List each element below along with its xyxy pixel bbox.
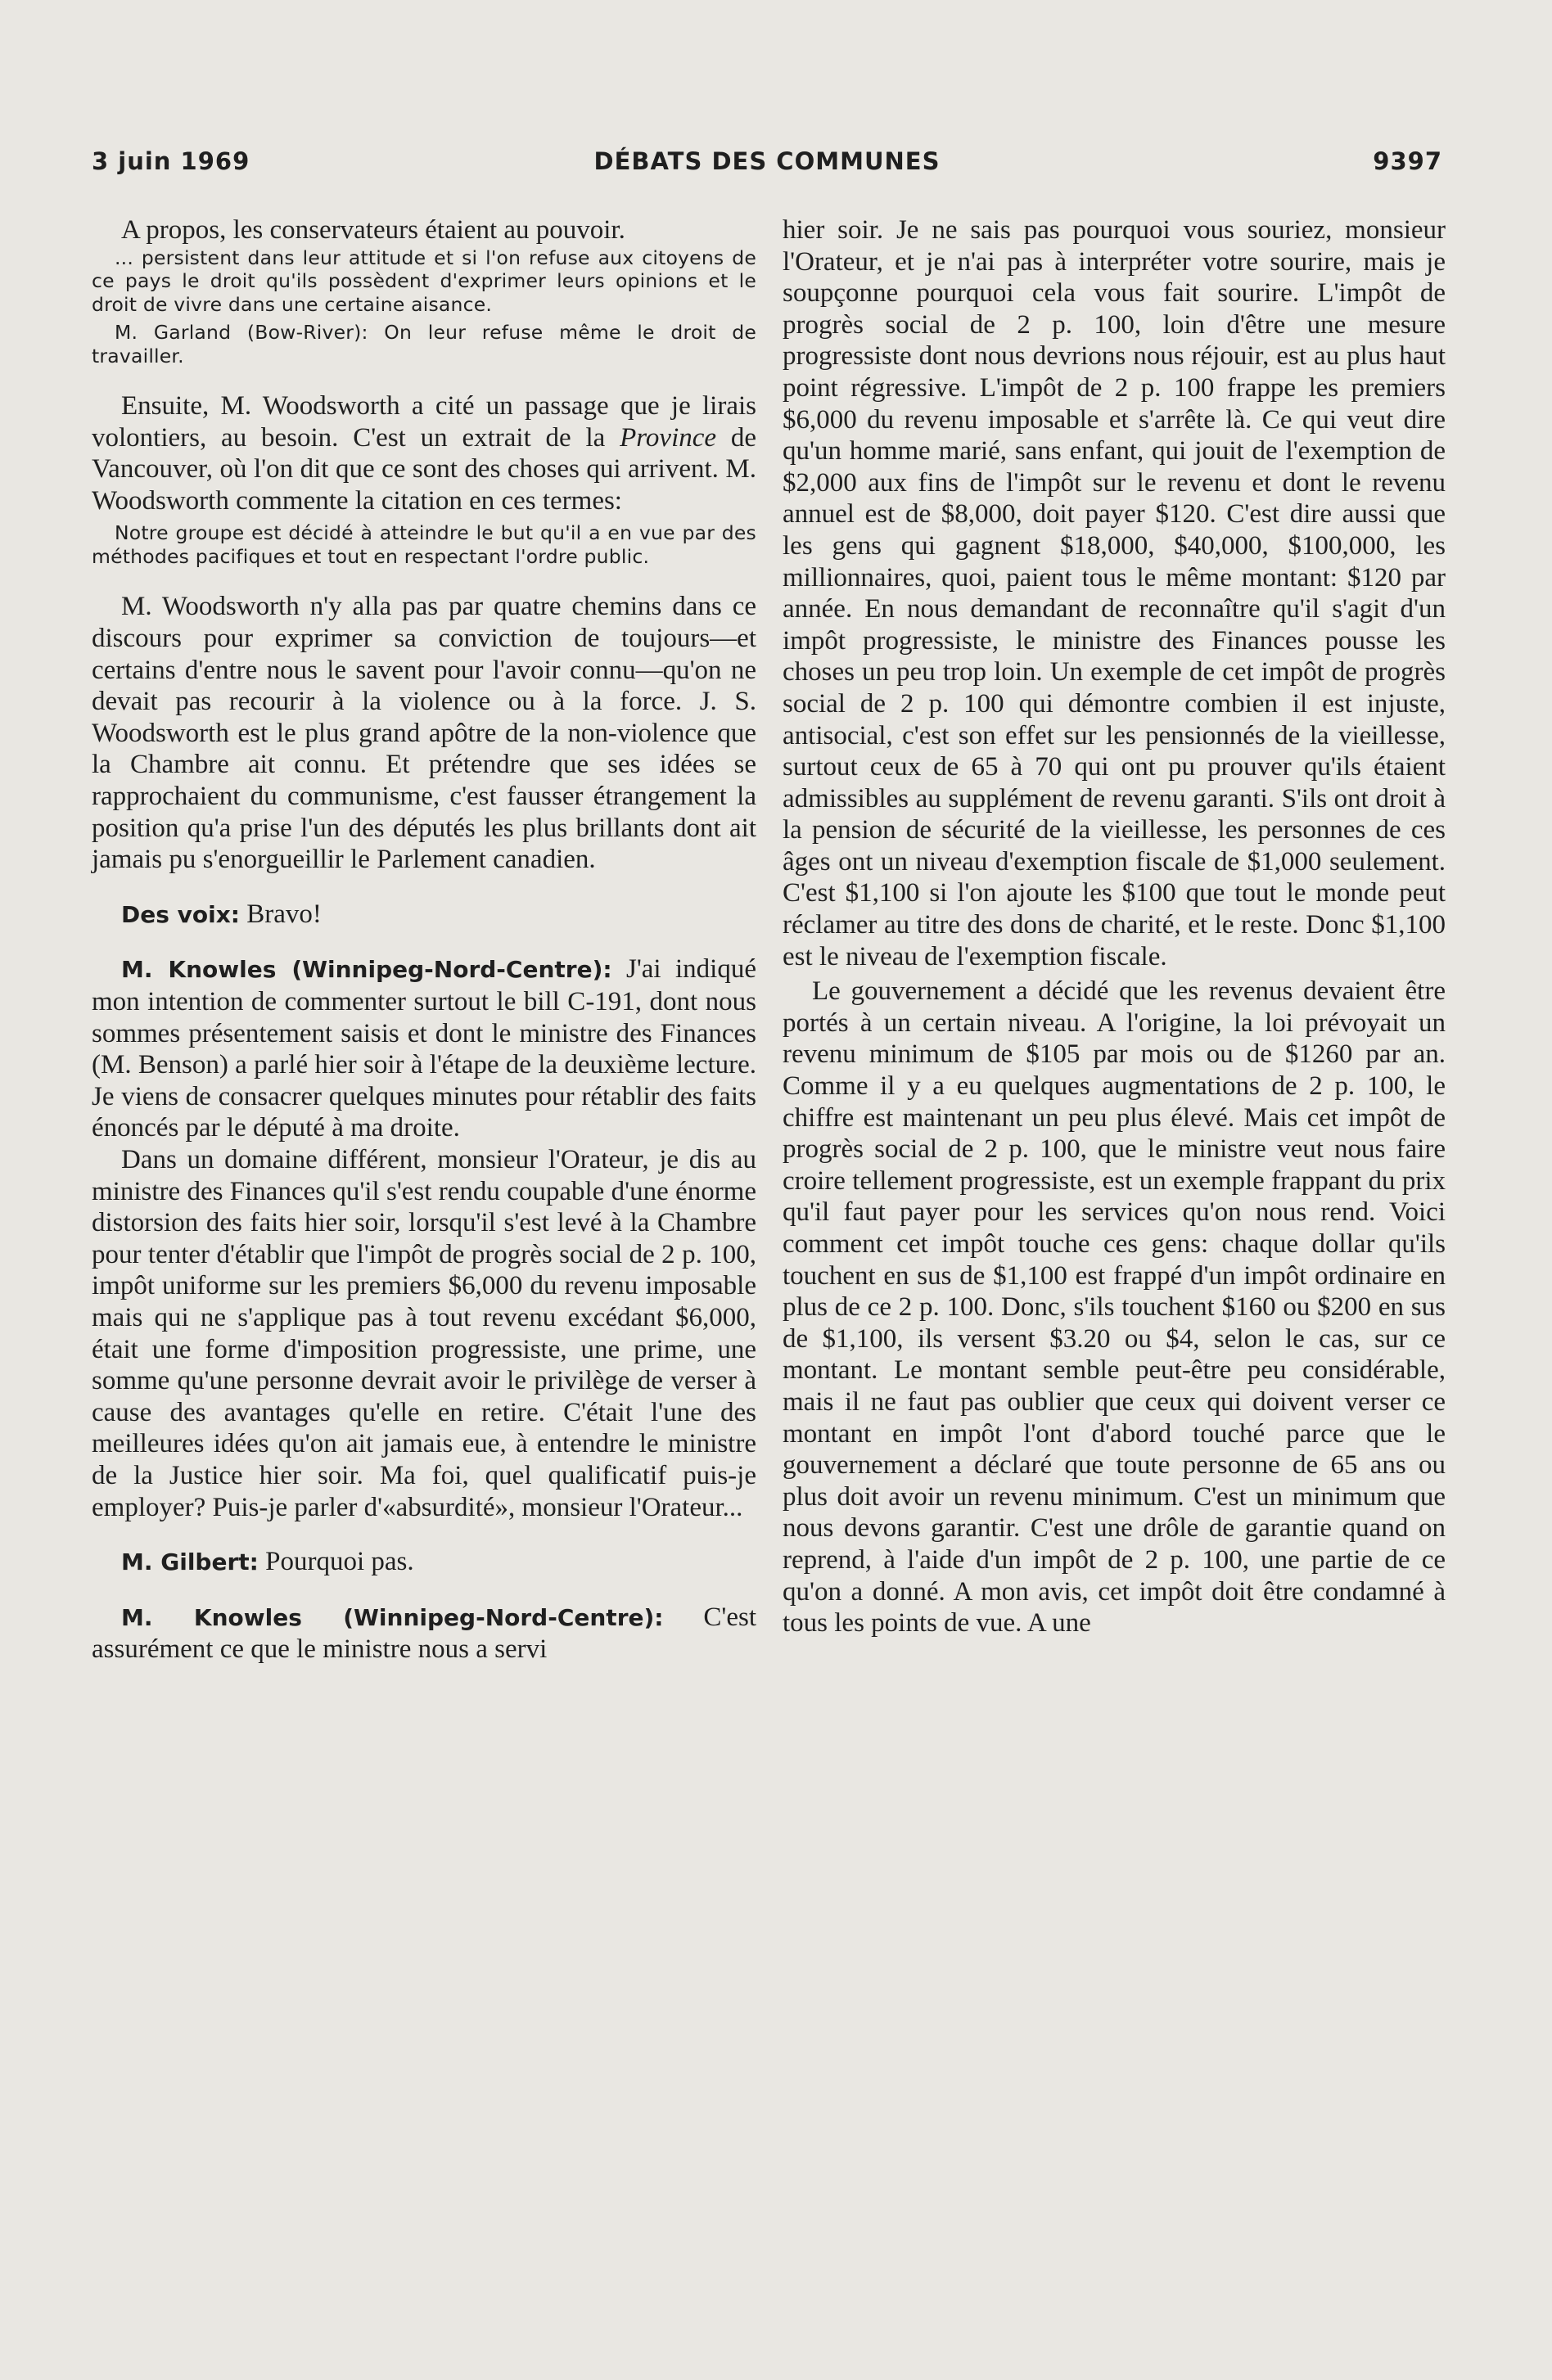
paragraph: A propos, les conservateurs étaient au pouvoir. [121,215,625,245]
newspaper-title: Province [620,422,717,453]
quotation: ... persistent dans leur attitude et si l'on refuse aux citoyens de ce pays le droit qu'ils possèdent d'exprimer leurs opinions et le droit de vivre dans une certaine aisance. [92,246,756,316]
speech-text: C'est assurément ce que le ministre nous a servi [92,1602,756,1665]
paragraph [92,390,756,516]
speech-text: Bravo! [240,899,322,929]
speaker-name: M. Gilbert: [121,1548,259,1576]
paragraph: hier soir. Je ne sais pas pourquoi vous souriez, monsieur l'Orateur, et je n'ai pas à interpréter votre sourire, mais je soupçonne pourquoi cela vous fait sourire. L'impôt de progrès social de 2 p. 100, loin d'être une mesure progressiste dont nous devrions nous réjouir, est au plus haut point régressive. L'impôt de 2 p. 100 frappe les premiers $6,000 du revenu imposable et s'arrête là. Ce qui veut dire qu'un homme marié, sans enfant, qui jouit de l'exemption de $2,000 aux fins de l'impôt sur le revenu et dont le revenu annuel est de $8,000, doit payer $120. C'est dire aussi que les gens qui gagnent $18,000, $40,000, $100,000, les millionnaires, quoi, paient tous le même montant: $120 par année. En nous demandant de reconnaître qu'il s'agit d'un impôt progressiste, le ministre des Finances pousse les choses un peu trop loin. Un exemple de cet impôt de progrès social de 2 p. 100 qui démontre combien il est injuste, antisocial, c'est son effet sur les pensionnés de la vieillesse, surtout ceux de 65 à 70 qui ont pu prouver qu'ils étaient admissibles au supplément de revenu garanti. S'ils ont droit à la pension de sécurité de la vieillesse, les personnes de ces âges ont un niveau d'exemption fiscale de $1,000 seulement. C'est $1,100 si l'on ajoute les $100 que tout le monde peut réclamer au titre des dons de charité, et le reste. Donc $1,100 est le niveau de l'exemption fiscale. [783,215,1446,971]
paragraph-text: Ensuite, M. Woodsworth a cité un passage que je lirais volontiers, au besoin. C'est un extrait de la [92,391,756,453]
right-column [783,214,1446,1639]
quotation: Notre groupe est décidé à atteindre le but qu'il a en vue par des méthodes pacifiques et tout en respectant l'ordre public. [92,521,756,568]
speaker-name: Des voix: [121,900,240,928]
speech-text: J'ai indiqué mon intention de commenter surtout le bill C-191, dont nous sommes présentement saisis et dont le ministre des Finances (M. Benson) a parlé hier soir à l'étape de la deuxième lecture. Je viens de consacrer quelques minutes pour rétablir des faits énoncés par le député à ma droite. [92,954,756,1143]
paragraph-text: de Vancouver, où l'on dit que ce sont des choses qui arrivent. M. Woodsworth commente la citation en ces termes: [92,422,756,516]
speech [92,953,756,1144]
speech [92,1546,756,1579]
speech-text: Pourquoi pas. [258,1547,414,1577]
paragraph: Dans un domaine différent, monsieur l'Orateur, je dis au ministre des Finances qu'il s'est rendu coupable d'une énorme distorsion des faits hier soir, lorsqu'il s'est levé à la Chambre pour tenter d'établir que l'impôt de progrès social de 2 p. 100, impôt uniforme sur les premiers $6,000 du revenu imposable mais qui ne s'applique pas à tout revenu excédant $6,000, était une forme d'imposition progressiste, une prime, une somme qu'une personne devrait avoir le privilège de verser à cause des avantages qu'elle en retire. C'était l'une des meilleures idées qu'on ait jamais eue, à entendre le ministre de la Justice hier soir. Ma foi, quel qualificatif puis-je employer? Puis-je parler d'«absurdité», monsieur l'Orateur... [92,1144,756,1522]
speech [92,1602,756,1666]
header-title: DÉBATS DES COMMUNES [593,147,941,175]
page-number: 9397 [1373,147,1442,175]
paragraph: M. Woodsworth n'y alla pas par quatre chemins dans ce discours pour exprimer sa conviction de toujours—et certains d'entre nous le savent pour l'avoir connu—qu'on ne devait pas recourir à la violence ou à la force. J. S. Woodsworth est le plus grand apôtre de la non-violence que la Chambre ait connu. Et prétendre que ses idées se rapprochaient du communisme, c'est fausser étrangement la position qu'a prise l'un des députés les plus brillants dont ait jamais pu s'enorgueillir le Parlement canadien. [92,592,756,875]
paragraph: Le gouvernement a décidé que les revenus devaient être portés à un certain niveau. A l'origine, la loi prévoyait un revenu minimum de $105 par mois ou de $1260 par an. Comme il y a eu quelques augmentations de 2 p. 100, le chiffre est maintenant un peu plus élevé. Mais cet impôt de progrès social de 2 p. 100, que le ministre veut nous faire croire tellement progressiste, est un exemple frappant du prix qu'il faut payer pour les services qu'on nous rend. Voici comment cet impôt touche ces gens: chaque dollar qu'ils touchent en sus de $1,100 est frappé d'un impôt ordinaire en plus de ce 2 p. 100. Donc, s'ils touchent $160 ou $200 en sus de $1,100, ils versent $3.20 ou $4, selon le cas, sur ce montant. Le montant semble peut-être peu considérable, mais il ne faut pas oublier que ceux qui doivent verser ce montant en impôt l'ont d'abord touché parce que le gouvernement a déclaré que toute personne de 65 ans ou plus doit avoir un revenu minimum. C'est un minimum que nous devons garantir. C'est une drôle de garantie quand on reprend, à l'aide d'un impôt de 2 p. 100, une partie de ce qu'on a donné. A mon avis, cet impôt doit être condamné à tous les points de vue. A une [783,976,1446,1639]
header-date: 3 juin 1969 [92,147,250,175]
left-column [92,214,756,1666]
speaker-name: M. Knowles (Winnipeg-Nord-Centre): [121,956,612,984]
quotation: M. Garland (Bow-River): On leur refuse même le droit de travailler. [92,321,756,367]
page-header [92,147,1442,183]
speaker-name: M. Knowles (Winnipeg-Nord-Centre): [121,1603,664,1631]
speech [92,899,756,931]
